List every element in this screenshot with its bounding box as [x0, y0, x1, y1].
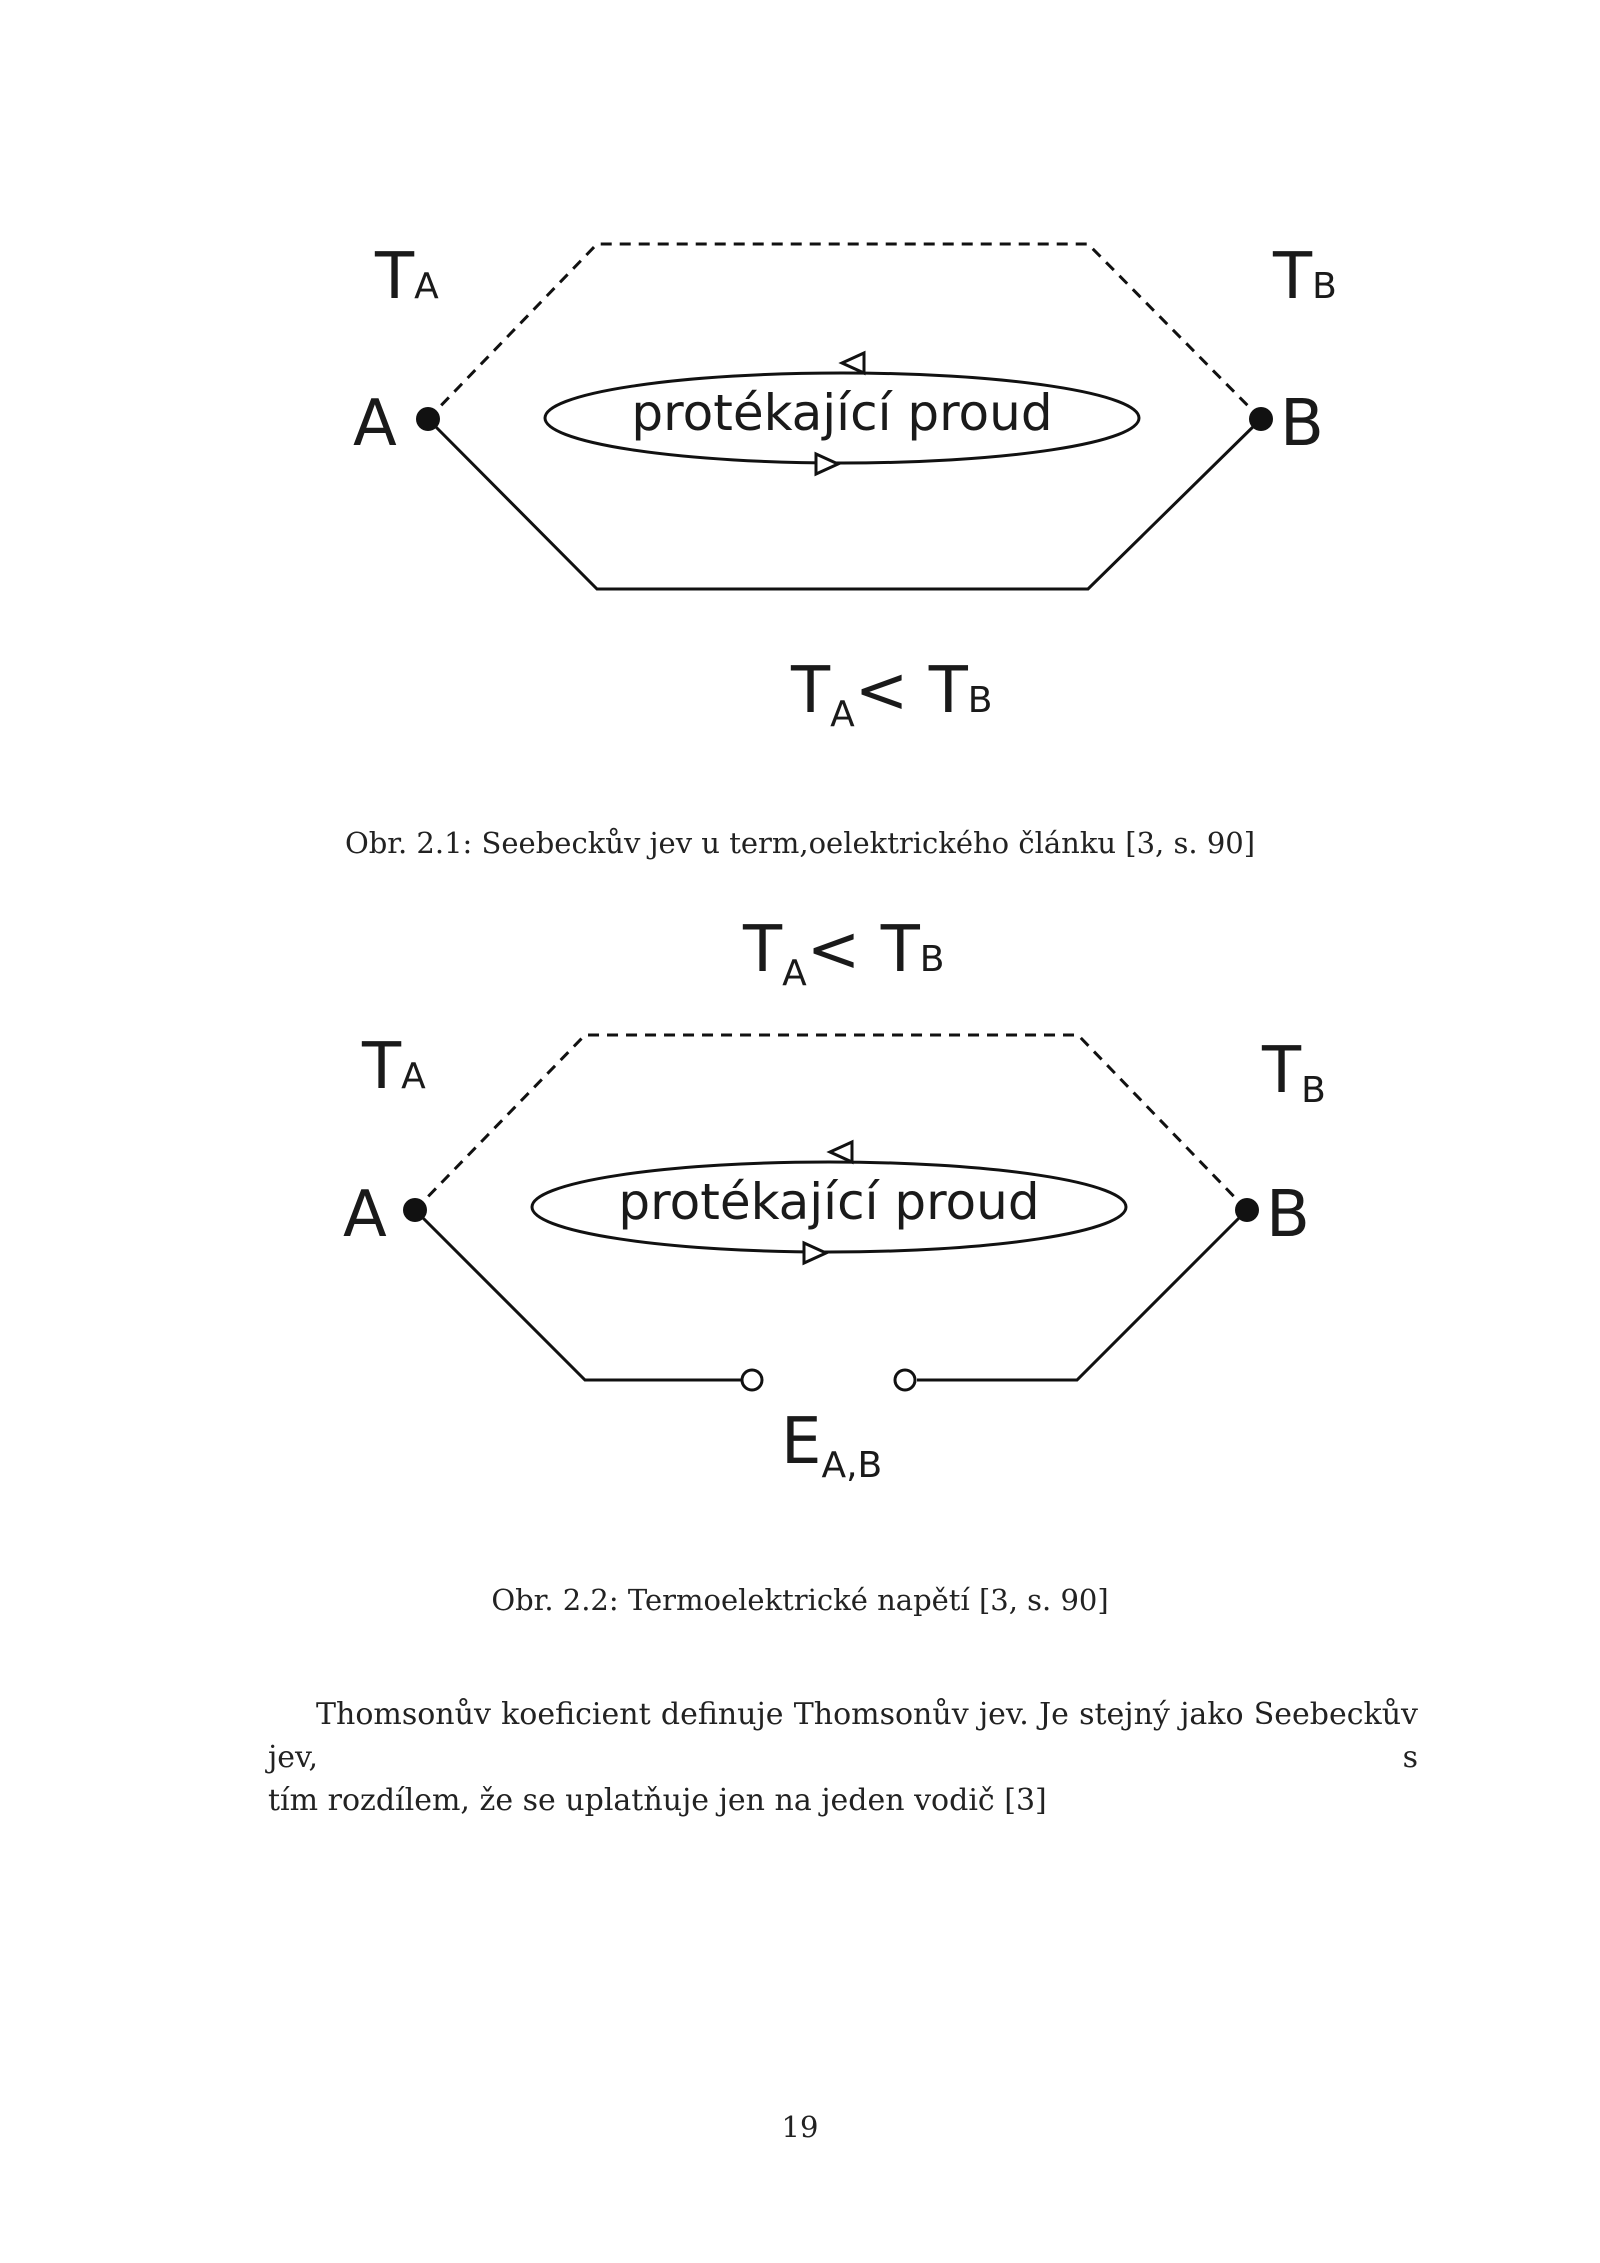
junction-b-dot: [1235, 1198, 1259, 1222]
node-b-label: B: [1280, 387, 1324, 461]
emf-label: $E_{A,B}$: [781, 1405, 883, 1486]
label-ta: TA: [362, 1030, 426, 1104]
paragraph-line-1: Thomsonův koeficient definuje Thomsonův jev. Je stejný jako Seebeckův jev, s: [268, 1697, 1418, 1775]
node-b-label: B: [1266, 1178, 1310, 1252]
figure-caption-2-1: Obr. 2.1: Seebeckův jev u term,oelektrického článku [3, s. 90]: [344, 826, 1256, 860]
current-loop-label: protékající proud: [631, 384, 1053, 442]
solid-conductor-left: [415, 1210, 741, 1380]
current-arrow-left: [830, 1142, 852, 1162]
figure-caption-2-2: Obr. 2.2: Termoelektrické napětí [3, s. 90]: [491, 1583, 1109, 1617]
current-arrow-right: [816, 454, 838, 474]
figure-thermoelectric-voltage: [0, 880, 1600, 1520]
node-a-label: A: [343, 1178, 387, 1252]
solid-conductor-bottom: [428, 419, 1261, 589]
junction-b-dot: [1249, 407, 1273, 431]
junction-a-dot: [416, 407, 440, 431]
page-number: 19: [781, 2110, 819, 2144]
paragraph-line-2: tím rozdílem, že se uplatňuje jen na jeden vodič [3]: [268, 1783, 1047, 1818]
figure-thermoelectric-diagram: [0, 880, 1600, 1520]
current-arrow-right: [804, 1243, 826, 1263]
current-arrow-left: [842, 353, 864, 373]
body-paragraph: [268, 1693, 1418, 1822]
terminal-right: [895, 1370, 915, 1390]
label-ta: TA: [375, 240, 439, 314]
node-a-label: A: [353, 387, 397, 461]
label-tb: TB: [1262, 1034, 1326, 1111]
solid-conductor-right: [917, 1210, 1247, 1380]
junction-a-dot: [403, 1198, 427, 1222]
current-loop-label: protékající proud: [618, 1173, 1040, 1231]
label-tb: TB: [1273, 240, 1337, 314]
temperature-condition: $T_A<$ TB: [743, 913, 945, 994]
temperature-condition: $T_A<$ TB: [791, 654, 993, 735]
terminal-left: [742, 1370, 762, 1390]
figure-seebeck-effect: [0, 0, 1600, 800]
figure-seebeck-diagram: [0, 0, 1600, 800]
